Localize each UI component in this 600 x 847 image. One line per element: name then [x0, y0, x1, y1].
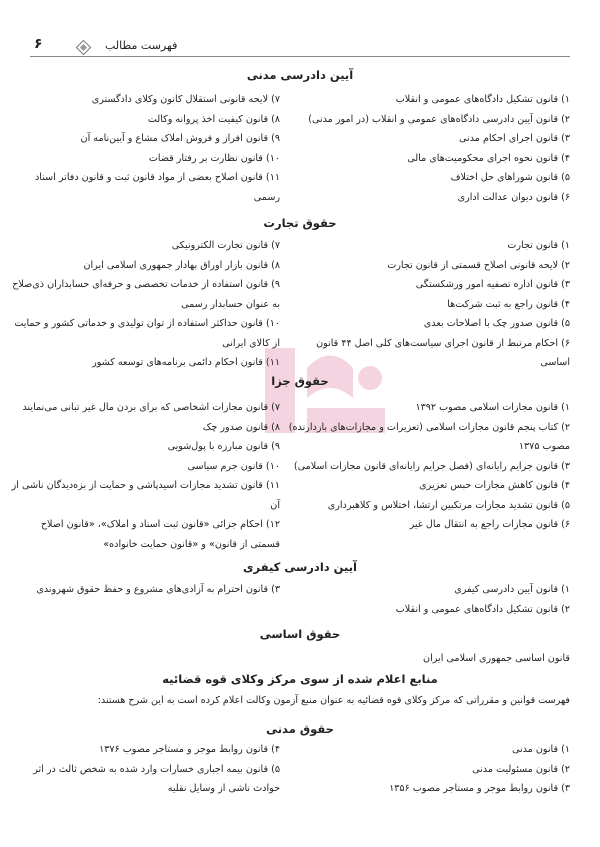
section-right-column — [288, 90, 570, 207]
list-item: ۶) قانون مجازات راجع به انتقال مال غیر — [409, 519, 570, 530]
list-item: ۱۰) قانون نظارت بر رفتار قضات — [148, 152, 280, 164]
list-item: ۱) قانون تشکیل دادگاه‌های عمومی و انقلاب — [395, 94, 570, 105]
list-item: ۱۰) قانون حداکثر استفاده از توان تولیدی و خدماتی کشور و حمایت از کالای ایرانی — [14, 318, 280, 349]
list-item: ۲) قانون مسئولیت مدنی — [472, 763, 570, 775]
list-item: ۹) قانون افراز و فروش املاک مشاع و آیین‌نامه آن — [80, 133, 280, 144]
list-item: ۷) لایحه قانونی استقلال کانون وکلای دادگستری — [91, 94, 280, 105]
list-item: ۲) لایحه قانونی اصلاح قسمتی از قانون تجارت — [387, 259, 570, 271]
section-right-column — [288, 649, 570, 669]
list-item: ۸) قانون بازار اوراق بهادار جمهوری اسلامی ایران — [83, 259, 280, 271]
list-item: ۳) قانون جرایم رایانه‌ای (فصل جرایم رایانه‌ای قانون مجازات اسلامی) — [293, 460, 570, 472]
list-item: ۴) قانون کاهش مجازات حبس تعزیری — [419, 480, 570, 491]
list-item: ۳) قانون روابط موجر و مستاجر مصوب ۱۳۵۶ — [389, 783, 570, 794]
list-item: ۱۱) قانون اصلاح بعضی از مواد قانون ثبت و قانون دفاتر اسناد رسمی — [35, 172, 280, 203]
list-item: ۱۲) احکام جزائی «قانون ثبت اسناد و املاک»، «قانون اصلاح قسمتی از قانون» و «قانون حمایت خانواده» — [40, 519, 280, 550]
section-left-column — [10, 580, 280, 600]
page-header — [30, 30, 570, 57]
list-item: ۹) قانون استفاده از خدمات تخصصی و حرفه‌ای حسابداران ذی‌صلاح به عنوان حسابدار رسمی — [12, 279, 280, 310]
section-heading: آیین دادرسی مدنی — [246, 68, 354, 82]
list-item: ۷) قانون تجارت الکترونیکی — [171, 240, 280, 251]
section-left-column — [10, 398, 280, 554]
list-item: ۶) قانون دیوان عدالت اداری — [457, 191, 570, 203]
section-heading: حقوق تجارت — [263, 216, 337, 230]
section-heading: حقوق مدنی — [266, 722, 334, 736]
list-item: ۳) قانون اداره تصفیه امور ورشکستگی — [415, 279, 570, 290]
list-item: ۲) قانون آیین دادرسی دادگاه‌های عمومی و انقلاب (در امور مدنی) — [308, 113, 570, 125]
list-item: ۱) قانون مجازات اسلامی مصوب ۱۳۹۲ — [415, 402, 570, 413]
section-heading: حقوق جزا — [271, 374, 329, 388]
list-item: ۹) قانون مبارزه با پول‌شویی — [167, 441, 280, 452]
list-item: ۵) قانون بیمه اجباری خسارات وارد شده به شخص ثالث در اثر حوادث ناشی از وسایل نقلیه — [33, 763, 280, 794]
list-item: ۴) قانون نحوه اجرای محکومیت‌های مالی — [407, 152, 570, 164]
diamond-ornament-icon — [76, 40, 92, 56]
list-item: ۱) قانون مدنی — [511, 744, 570, 755]
section-right-column — [288, 740, 570, 799]
list-item: ۸) قانون صدور چک — [202, 421, 280, 433]
section-heading: حقوق اساسی — [259, 627, 341, 641]
page-number: ۶ — [34, 36, 43, 52]
list-item: ۱۱) قانون احکام دائمی برنامه‌های توسعه کشور — [92, 357, 280, 368]
list-item: ۴) قانون روابط موجر و مستاجر مصوب ۱۳۷۶ — [99, 744, 280, 755]
list-item: ۳) قانون احترام به آزادی‌های مشروع و حفظ حقوق شهروندی — [36, 584, 280, 595]
announcement-heading: منابع اعلام شده از سوی مرکز وکلای قوه قضائیه — [162, 672, 438, 686]
list-item: ۸) قانون کیفیت اخذ پروانه وکالت — [147, 113, 280, 125]
header-title: فهرست مطالب — [105, 39, 178, 52]
list-item: ۵) قانون صدور چک با اصلاحات بعدی — [423, 318, 570, 329]
list-item: ۱۰) قانون جرم سیاسی — [187, 460, 280, 472]
announcement-intro: فهرست قوانین و مقرراتی که مرکز وکلای قوه قضائیه به عنوان منبع آزمون وکالت اعلام کرده است به این شرح هستند: — [97, 695, 570, 706]
list-item: ۵) قانون تشدید مجازات مرتکبین ارتشا، اختلاس و کلاهبرداری — [327, 499, 570, 511]
list-item: ۷) قانون مجازات اشخاصی که برای بردن مال غیر تبانی می‌نمایند — [22, 402, 280, 413]
list-item: ۶) احکام مرتبط از قانون اجرای سیاست‌های کلی اصل ۴۴ قانون اساسی — [316, 337, 570, 368]
list-item: ۲) کتاب پنجم قانون مجازات اسلامی (تعزیرات و مجازات‌های بازدارنده) مصوب ۱۳۷۵ — [288, 421, 570, 452]
list-item: ۱) قانون تجارت — [507, 240, 570, 251]
section-left-column — [10, 236, 280, 373]
list-item: ۴) قانون راجع به ثبت شرکت‌ها — [447, 298, 570, 310]
section-heading: آیین دادرسی کیفری — [243, 560, 357, 574]
section-right-column — [288, 580, 570, 619]
section-left-column — [10, 740, 280, 799]
list-item: ۱۱) قانون تشدید مجازات اسیدپاشی و حمایت از بزه‌دیدگان ناشی از آن — [11, 480, 280, 511]
section-right-column — [288, 236, 570, 373]
list-item: قانون اساسی جمهوری اسلامی ایران — [423, 653, 570, 664]
section-left-column — [10, 90, 280, 207]
list-item: ۱) قانون آیین دادرسی کیفری — [454, 584, 570, 595]
list-item: ۳) قانون اجرای احکام مدنی — [459, 133, 570, 144]
list-item: ۲) قانون تشکیل دادگاه‌های عمومی و انقلاب — [395, 603, 570, 615]
list-item: ۵) قانون شوراهای حل اختلاف — [450, 172, 570, 183]
section-right-column — [288, 398, 570, 535]
